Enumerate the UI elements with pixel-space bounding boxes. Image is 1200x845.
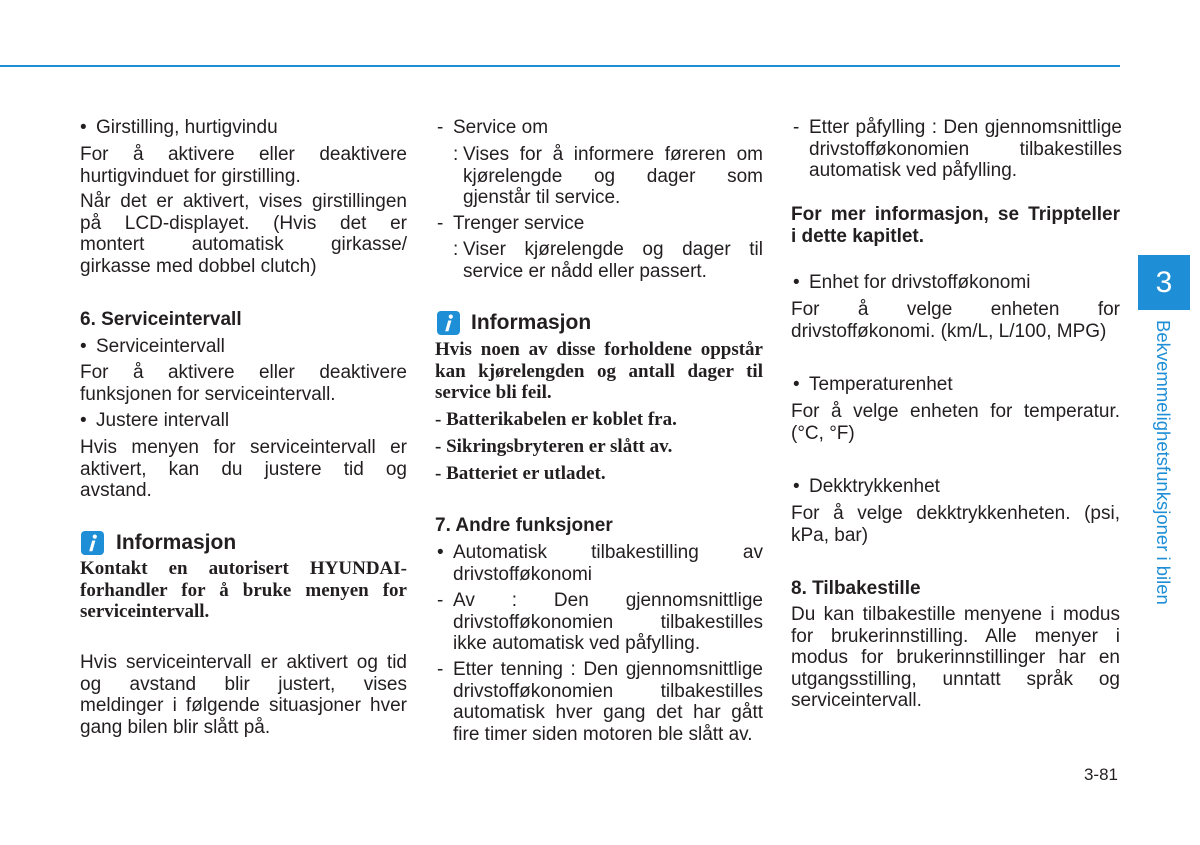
paragraph [80,652,407,738]
list-item-text: Girstilling, hurtigvindu [96,117,278,138]
bullet-marker: • [437,542,444,563]
text-line: drivstofføkonomi. (km/L, L/100, MPG) [791,320,1107,342]
see-also-note [791,204,1120,247]
text-line: Vises for å informere føreren om [463,144,763,165]
page-number: 3-81 [1083,765,1118,784]
paragraph [791,503,1120,546]
text-line: kPa, bar) [791,524,869,546]
colon-marker: : [453,239,459,260]
bullet-marker: • [793,476,800,497]
list-item-text: Serviceintervall [96,336,225,357]
text-line: ikke automatisk ved påfylling. [453,633,701,654]
text-line: funksjonen for serviceintervall. [80,383,336,405]
list-item-text: Enhet for drivstofføkonomi [809,272,1031,293]
text-line: Hvis menyen for serviceintervall er [80,437,407,458]
info-cause: - Sikringsbryteren er slått av. [435,436,673,457]
dash-marker: - [437,117,444,138]
text-line: For mer informasjon, se Trippteller [791,204,1120,225]
text-line: Etter tenning : Den gjennomsnittlige [453,659,763,680]
text-line: Etter påfylling : Den gjennomsnittlige [809,117,1122,138]
text-line: For å velge enheten for temperatur. [791,401,1120,422]
text-line: Hvis serviceintervall er aktivert og tid [80,652,407,673]
text-line: gang bilen blir slått på. [80,716,271,738]
text-line: i dette kapitlet. [791,225,925,247]
list-item-detail [453,239,763,282]
text-line: For å aktivere eller deaktivere [80,362,407,383]
header-rule [0,65,1120,67]
text-line: modus for brukerinnstillinger har en [791,647,1120,668]
text-line: Kontakt en autorisert HYUNDAI- [80,558,407,579]
text-line: kan kjørelengden og antall dager til [435,360,763,382]
text-line: Hvis noen av disse forholdene oppstår [435,339,763,360]
info-title: Informasjon [116,531,237,554]
text-line: Viser kjørelengde og dager til [463,239,763,260]
list-item-detail [453,144,763,209]
text-line: Automatisk tilbakestilling av [453,542,763,563]
text-line: serviceintervall. [791,690,922,711]
text-line: drivstofføkonomien tilbakestilles [809,138,1122,160]
list-item-auto-reset [437,542,763,585]
text-line: drivstofføkonomien tilbakestilles [453,611,763,633]
paragraph [80,144,407,187]
list-item-text: Temperaturenhet [809,374,953,395]
chapter-tab [1138,255,1190,310]
dash-marker: - [437,590,444,611]
bullet-marker: • [80,410,87,431]
info-causes-list [435,409,763,485]
paragraph [80,437,407,502]
text-line: For å aktivere eller deaktivere [80,144,407,165]
chapter-number: 3 [1155,265,1173,299]
text-line: fire timer siden motoren ble slått av. [453,723,753,745]
text-line: på LCD-displayet. (Hvis det er [80,212,407,234]
info-title: Informasjon [471,311,592,334]
text-line: service bli feil. [435,382,552,403]
list-item-text: Justere intervall [96,410,230,431]
text-line: Av : Den gjennomsnittlige [453,590,763,611]
list-item-option-off [437,590,763,655]
text-line: montert automatisk girkasse/ [80,234,407,255]
list-item-text: Trenger service [453,213,585,234]
text-line: drivstofføkonomi [453,563,593,585]
section-heading-7: 7. Andre funksjoner [435,515,613,536]
text-line: kjørelengde og dager som [463,165,763,187]
text-line: serviceintervall. [80,601,210,622]
section-heading-8: 8. Tilbakestille [791,578,921,599]
dash-marker: - [793,117,800,138]
list-item-tire-pressure-unit [793,476,1120,498]
colon-marker: : [453,144,459,165]
dash-marker: - [437,659,444,680]
list-item-service-in [437,117,763,139]
text-line: Du kan tilbakestille menyene i modus [791,604,1120,625]
text-line: avstand. [80,480,152,501]
text-line: automatisk ved påfylling. [809,160,1018,181]
paragraph [80,362,407,405]
text-line: og avstand blir justert, vises [80,673,407,695]
list-item-adjust-interval [80,410,407,432]
text-line: for brukerinnstilling. Alle menyer i [791,625,1120,647]
text-line: girkasse med dobbel clutch) [80,255,317,277]
text-line: hurtigvinduet for girstilling. [80,165,301,187]
dash-marker: - [437,213,444,234]
list-item-option-after-refuel [793,117,1122,182]
info-note [80,558,407,623]
text-line: drivstofføkonomien tilbakestilles [453,680,763,702]
text-line: utgangsstilling, unntatt språk og [791,668,1120,690]
list-item-fuel-unit [793,272,1120,294]
list-item-gear-position [80,117,407,139]
info-icon [437,311,460,335]
paragraph [791,299,1120,342]
paragraph [80,191,407,277]
text-line: (°C, °F) [791,422,855,444]
info-note [435,339,763,404]
list-item-service-needed [437,213,763,235]
info-cause: - Batteriet er utladet. [435,463,606,484]
list-item-text: Dekktrykkenhet [809,476,940,497]
paragraph [791,604,1120,712]
bullet-marker: • [80,336,87,357]
list-item-temperature-unit [793,374,1120,396]
text-line: For å velge dekktrykkenheten. (psi, [791,503,1120,524]
bullet-marker: • [80,117,87,138]
text-line: gjenstår til service. [463,187,621,208]
text-line: meldinger i følgende situasjoner hver [80,695,407,716]
list-item-text: Service om [453,117,549,138]
text-line: For å velge enheten for [791,299,1120,320]
bullet-marker: • [793,272,800,293]
text-line: service er nådd eller passert. [463,260,707,282]
list-item-service-interval [80,336,407,358]
info-icon [81,531,104,555]
paragraph [791,401,1120,444]
text-line: automatisk hver gang det har gått [453,702,763,723]
section-heading-6: 6. Serviceintervall [80,309,242,330]
chapter-title: Bekvemmelighetsfunksjoner i bilen [1153,320,1174,605]
text-line: forhandler for å bruke menyen for [80,579,407,601]
bullet-marker: • [793,374,800,395]
info-cause: - Batterikabelen er koblet fra. [435,409,677,430]
text-line: Når det er aktivert, vises girstillingen [80,191,407,212]
list-item-option-after-ignition [437,659,763,745]
text-line: aktivert, kan du justere tid og [80,458,407,480]
